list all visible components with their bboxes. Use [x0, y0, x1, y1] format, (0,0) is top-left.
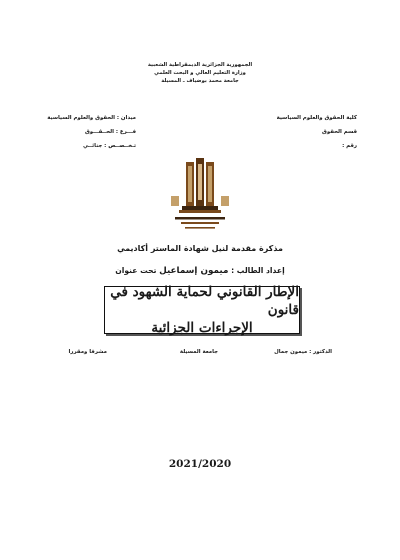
- faculty-label: كلية الحقوق والعلوم السياسية: [276, 115, 357, 121]
- university-name: جامعة محمد بوضياف ـ المسيلة: [161, 78, 239, 84]
- thesis-title-line2: الإجراءات الجزائية: [151, 320, 253, 336]
- branch-label: فـــرع : الحــقـــوق: [84, 129, 136, 135]
- memo-title: مذكرة مقدمة لنيل شهادة الماستر أكاديمي: [117, 244, 283, 253]
- supervisor-university: جامعة المسيلة: [179, 349, 218, 355]
- thesis-title-box: [104, 286, 300, 334]
- student-name: ميمون إسماعيل: [159, 266, 229, 276]
- supervisor-role: مشرفا ومقررا: [68, 349, 107, 355]
- specialty-label: تـخــصــص : جنائــي: [83, 143, 136, 149]
- department-label: قسم الحقوق: [322, 129, 357, 135]
- prepared-by-line: [0, 266, 400, 276]
- ministry-name: وزارة التعليم العالي و البحث العلمي: [154, 70, 246, 76]
- academic-year: 2021/2020: [168, 458, 232, 470]
- thesis-title-line1: الإطار القانوني لحماية الشهود في قانون: [110, 284, 299, 318]
- prepared-prefix: إعداد الطالب :: [231, 266, 285, 275]
- field-label: ميدان : الحقوق والعلوم السياسية: [47, 115, 136, 121]
- number-label: رقم :: [342, 143, 357, 149]
- prepared-suffix: تحت عنوان: [115, 266, 157, 275]
- university-logo: [165, 156, 235, 234]
- supervisor-name: الدكتور : ميمون جمال: [274, 349, 332, 355]
- country-name: الجمهورية الجزائرية الديمقراطية الشعبية: [147, 62, 253, 68]
